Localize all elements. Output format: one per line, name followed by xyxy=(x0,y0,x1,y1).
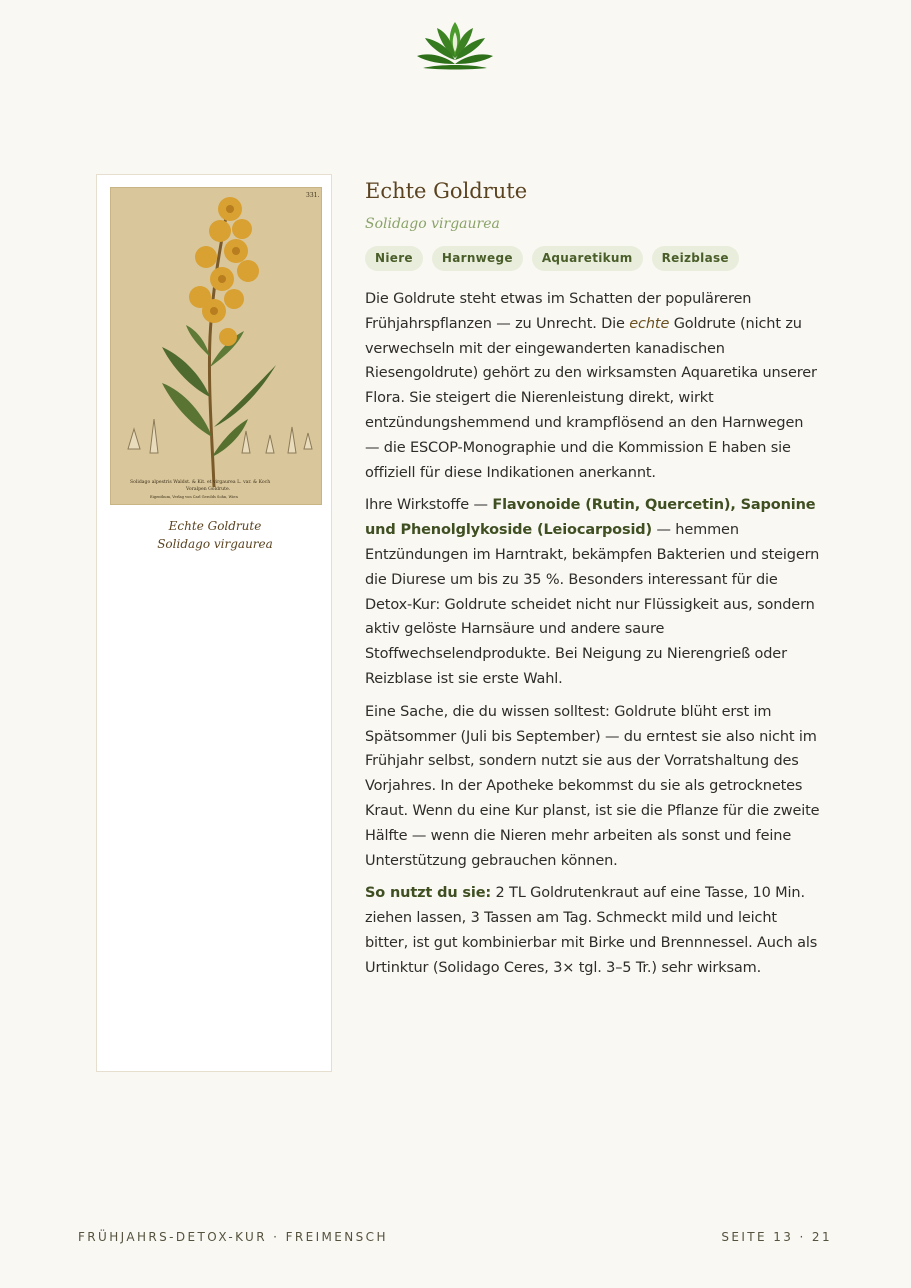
botanical-plate-image xyxy=(110,187,322,505)
caption-latin-name: Solidago virgaurea xyxy=(157,537,273,551)
paragraph-intro: Die Goldrute steht etwas im Schatten der populäreren Frühjahrspflanzen — zu Unrecht. Die echte Goldrute (nicht zu verwechseln mit der eingewanderten kanadischen Riesengoldrute) gehört zu den wirksamsten Aquaretika unserer Flora. Sie steigert die Nierenleistung direkt, wirkt entzündungshemmend und krampflösend an den Harnwegen — die ESCOP-Monographie und die Kommission E haben sie offiziell für diese Indikationen anerkannt. xyxy=(365,291,817,481)
tag-harnwege: Harnwege xyxy=(432,246,523,271)
tag-aquaretikum: Aquaretikum xyxy=(532,246,643,271)
paragraph-ernte: Eine Sache, die du wissen solltest: Goldrute blüht erst im Spätsommer (Juli bis September) — du erntest sie also nicht im Frühjahr selbst, sondern nutzt sie aus der Vorratshaltung des Vorjahres. In der Apotheke bekommst du sie als getrocknetes Kraut. Wenn du eine Kur planst, ist sie die Pflanze für die zweite Hälfte — wenn die Nieren mehr arbeiten als sonst und feine Unterstützung gebrauchen können. xyxy=(365,703,820,869)
tag-reizblase: Reizblase xyxy=(652,246,739,271)
tag-niere: Niere xyxy=(365,246,423,271)
paragraph-anwendung: So nutzt du sie: 2 TL Goldrutenkraut auf eine Tasse, 10 Min. ziehen lassen, 3 Tassen am Tag. Schmeckt mild und leicht bitter, ist gut kombinierbar mit Birke und Brennnessel. Auch als Urtinktur (Solidago Ceres, 3× tgl. 3–5 Tr.) sehr wirksam. xyxy=(365,885,818,976)
tag-list xyxy=(365,246,820,271)
footer-title: FRÜHJAHRS-DETOX-KUR · FREIMENSCH xyxy=(78,1230,388,1244)
plate-text-1: Solidago alpestris Waldst. & Kit. et virgaurea L. var. & Koch xyxy=(130,480,271,485)
caption-common-name: Echte Goldrute xyxy=(168,519,262,533)
lotus-logo-icon xyxy=(415,18,495,74)
emphasis-echte: echte xyxy=(629,315,670,332)
page-number: SEITE 13 · 21 xyxy=(721,1230,832,1244)
figure-caption xyxy=(97,517,333,553)
figure-card xyxy=(96,174,332,1072)
wirkstoffe-highlight: Flavonoide (Rutin, Quercetin), Saponine und Phenolglykoside (Leiocarposid) xyxy=(365,497,816,539)
plate-text-3: Eigenthum, Verlag von Carl Gerolds Sohn, Wien xyxy=(150,495,238,499)
plate-text-2: Voralpen Goldrute. xyxy=(186,487,231,492)
paragraph-wirkstoffe: Ihre Wirkstoffe — Flavonoide (Rutin, Quercetin), Saponine und Phenolglykoside (Leiocarposid) — hemmen Entzündungen im Harntrakt, bekämpfen Bakterien und steigern die Diurese um bis zu 35 %. Besonders interessant für die Detox-Kur: Goldrute scheidet nicht nur Flüssigkeit aus, sondern aktiv gelöste Harnsäure und andere saure Stoffwechselendprodukte. Bei Neigung zu Nierengrieß oder Reizblase ist sie erste Wahl. xyxy=(365,497,820,687)
article-title: Echte Goldrute xyxy=(365,179,528,203)
article xyxy=(365,176,820,989)
plate-number: 331. xyxy=(306,192,320,199)
anwendung-label: So nutzt du sie: xyxy=(365,885,492,902)
latin-name: Solidago virgaurea xyxy=(365,216,500,232)
